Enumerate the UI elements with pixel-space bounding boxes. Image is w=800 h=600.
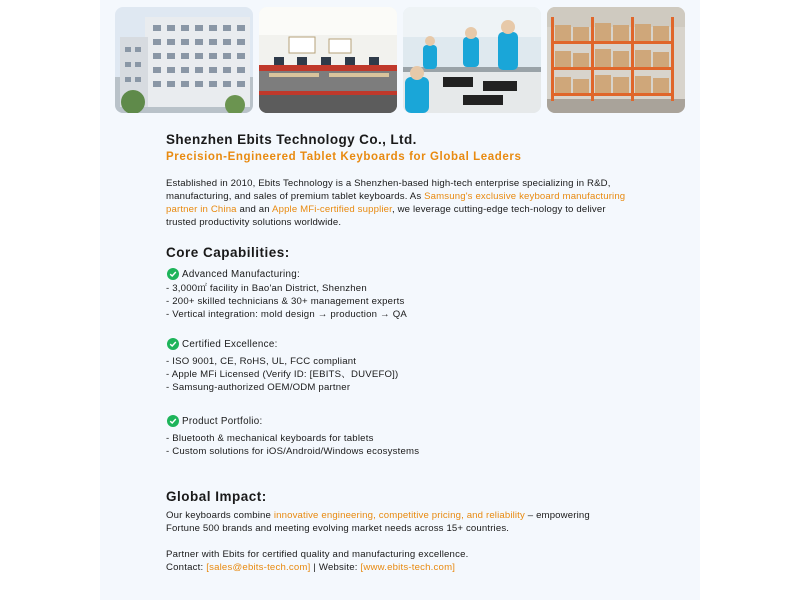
impact-paragraph	[166, 509, 626, 535]
check-circle-icon	[167, 338, 179, 350]
email-link[interactable]: [sales@ebits-tech.com]	[206, 562, 311, 573]
impact-text-1: Our keyboards combine	[166, 510, 274, 521]
intro-text-3: , we leverage cutting-edge tech-nology to deliver trusted productivity solutions worldwide.	[166, 204, 606, 228]
tagline: Precision-Engineered Tablet Keyboards for Global Leaders	[166, 151, 522, 163]
warehouse-shelves-photo	[547, 7, 685, 113]
list-item: - 3,000㎡ facility in Bao'an District, Shenzhen	[166, 283, 367, 294]
intro-highlight-apple: Apple MFi-certified supplier	[272, 204, 392, 215]
website-label: | Website:	[310, 562, 361, 573]
closing-line: Partner with Ebits for certified quality and manufacturing excellence.	[166, 549, 469, 560]
impact-highlight: innovative engineering, competitive pricing, and reliability	[273, 510, 525, 521]
factory-building-photo	[115, 7, 253, 113]
website-link[interactable]: [www.ebits-tech.com]	[360, 562, 456, 573]
list-item: - ISO 9001, CE, RoHS, UL, FCC compliant	[166, 356, 357, 367]
check-circle-icon	[167, 268, 179, 280]
list-item: - Custom solutions for iOS/Android/Windows ecosystems	[166, 446, 420, 457]
section-title-text: Advanced Manufacturing:	[182, 268, 300, 280]
office-workspace-photo	[259, 7, 397, 113]
list-item: - Bluetooth & mechanical keyboards for tablets	[166, 433, 374, 444]
core-capabilities-heading: Core Capabilities:	[166, 245, 290, 260]
assembly-line-photo	[403, 7, 541, 113]
section-title-text: Product Portfolio:	[182, 415, 263, 427]
global-impact-heading: Global Impact:	[166, 489, 267, 504]
list-item: - 200+ skilled technicians & 30+ management experts	[166, 296, 405, 307]
section-title-portfolio	[167, 414, 263, 428]
section-title-manufacturing	[167, 267, 300, 281]
impact-text-2: – empowering Fortune 500 brands and meeting evolving market needs across 15+ countries.	[166, 510, 590, 534]
section-title-text: Certified Excellence:	[182, 338, 278, 350]
photo-strip	[115, 7, 685, 113]
intro-text-2: and an	[236, 204, 273, 215]
check-circle-icon	[167, 415, 179, 427]
intro-text-1: Established in 2010, Ebits Technology is a Shenzhen-based high-tech enterprise specializing in R&D, manufacturing, and sales of premium tablet keyboards. As	[166, 178, 611, 202]
contact-line	[166, 561, 455, 574]
list-item: - Apple MFi Licensed (Verify ID: [EBITS、DUVEFO])	[166, 369, 399, 380]
list-item: - Vertical integration: mold design → production → QA	[166, 309, 407, 320]
intro-highlight-samsung: Samsung's exclusive keyboard manufacturing partner in China	[166, 191, 626, 215]
section-title-certified	[167, 337, 278, 351]
list-item: - Samsung-authorized OEM/ODM partner	[166, 382, 351, 393]
contact-label: Contact:	[166, 562, 207, 573]
company-name: Shenzhen Ebits Technology Co., Ltd.	[166, 132, 417, 147]
intro-paragraph	[166, 177, 628, 229]
